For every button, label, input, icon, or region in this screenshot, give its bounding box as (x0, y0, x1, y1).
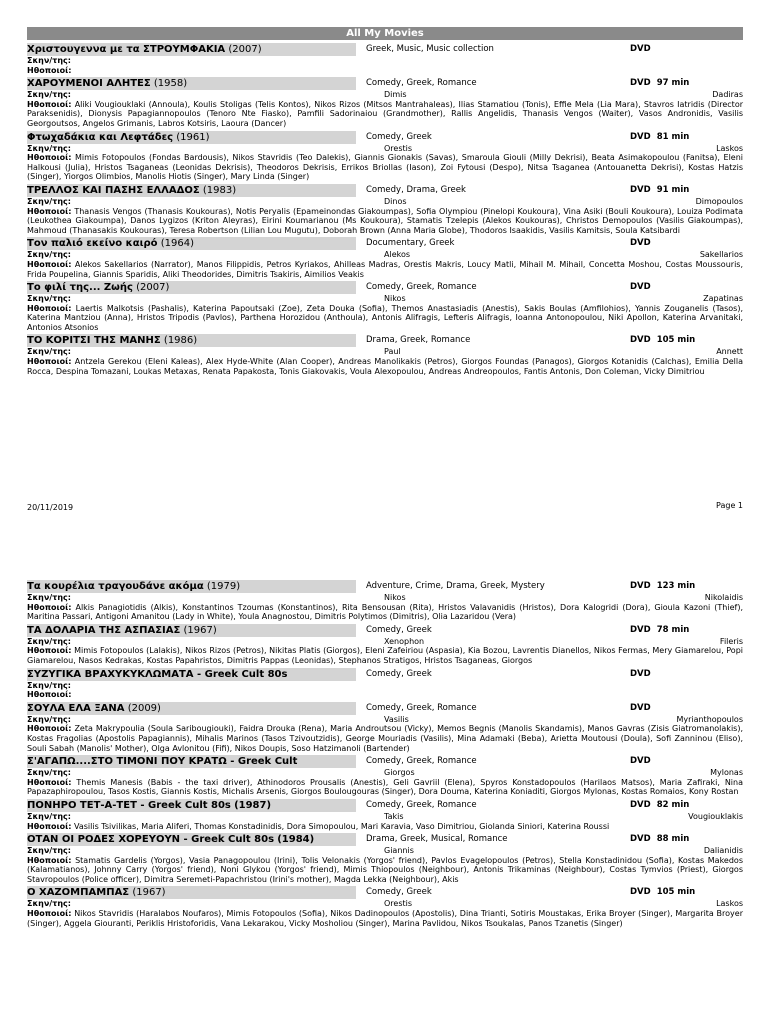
movie-genre: Comedy, Greek (366, 668, 432, 679)
movie-format: DVD (630, 756, 651, 767)
movie-title: Το φιλί της... Ζωής (27, 282, 133, 294)
movie-title-bar[interactable] (27, 334, 356, 347)
cast-line (27, 646, 743, 665)
cast-label: Ηθοποιοί: (27, 259, 72, 269)
footer-page-number: Page 1 (716, 501, 743, 510)
director-line (27, 90, 743, 100)
director-line (27, 56, 743, 66)
director-first-name: Dimis (384, 90, 407, 100)
movie-genre: Comedy, Greek, Romance (366, 702, 477, 713)
movie-title: ΤΟ ΚΟΡΙΤΣΙ ΤΗΣ ΜΑΝΗΣ (27, 335, 161, 347)
movie-genre: Comedy, Greek, Romance (366, 799, 477, 810)
movie-title: ΟΤΑΝ ΟΙ ΡΟΔΕΣ ΧΟΡΕΥΟΥΝ - Greek Cult 80s (27, 834, 275, 846)
movie-title: Ο ΧΑΖΟΜΠΑΜΠΑΣ (27, 887, 130, 899)
cast-line (27, 100, 743, 129)
movie-genre: Documentary, Greek (366, 238, 455, 249)
movie-format-runtime (630, 132, 695, 143)
movie-entry (27, 334, 743, 376)
movie-format-runtime (630, 335, 701, 346)
director-line (27, 593, 743, 603)
report-page-2 (27, 580, 743, 928)
movie-genre: Comedy, Drama, Greek (366, 184, 466, 195)
movie-title-bar[interactable] (27, 702, 356, 715)
movie-format-runtime (630, 185, 695, 196)
cast-line (27, 603, 743, 622)
director-line (27, 197, 743, 207)
movie-genre: Comedy, Greek, Romance (366, 756, 477, 767)
movie-genre: Comedy, Greek (366, 887, 432, 898)
movie-year: (1987) (234, 799, 272, 811)
cast-label: Ηθοποιοί: (27, 65, 72, 75)
movie-year: (1967) (132, 887, 166, 899)
director-last-name: Nikolaidis (704, 593, 743, 602)
movie-entry (27, 886, 743, 928)
movie-title-bar[interactable] (27, 833, 356, 846)
movie-title-bar[interactable] (27, 281, 356, 294)
cast-label: Ηθοποιοί: (27, 690, 72, 700)
movie-title: Τον παλιό εκείνο καιρό (27, 238, 158, 250)
movie-format: DVD (630, 44, 651, 54)
cast-list: Alkis Panagiotidis (Alkis), Konstantinos Tzoumas (Konstantinos), Rita Bensousan (Rita), Hristos Valavanidis (Hristos), Dora Kalogridi (Dora), Gioula Kazoni (Thief), Maritina Passari, Antigoni Amanitou (Lady in White), Youla Anagnostou, Dimitris Polytimos (Dimitris), Olia Lazaridou (Vera) (27, 602, 743, 622)
movie-format-runtime (630, 581, 701, 592)
cast-label: Ηθοποιοί: (27, 646, 72, 656)
director-label: Σκην/της: (27, 714, 71, 724)
cast-label: Ηθοποιοί: (27, 206, 72, 216)
director-last-name: Zapatinas (703, 294, 743, 304)
movie-title: ΤΑ ΔΟΛΑΡΙΑ ΤΗΣ ΑΣΠΑΣΙΑΣ (27, 624, 181, 636)
cast-list: Zeta Makrypoulia (Soula Saribougiouki), Faidra Drouka (Rena), Maria Androutsou (Vicky), Memos Begnis (Manolis Skandamis), Manos Gavras (Zisis Giatromanolakis), Kostas Fragolias (Apostolis Papagiannis), Mihalis Marinos (Tasos Tzivoutzidis), George Mouriadis (Vasilis), Mina Adamaki (Beba), Arietta Moutousi (Doula), Sofi Zanninou (Eliso), Souli Sabah (Manolis' Mother), Olga Avlonitou (Fifi), Nikos Doupis, Soso Hatzimanoli (Bartender) (27, 724, 743, 753)
movie-format-runtime (630, 703, 663, 714)
cast-line (27, 690, 743, 700)
movie-genre: Comedy, Greek, Romance (366, 78, 477, 89)
movie-year: (1979) (206, 581, 241, 592)
director-line (27, 715, 743, 725)
movie-entry (27, 799, 743, 831)
movie-list-page-1 (27, 43, 743, 376)
movie-format-runtime (630, 238, 663, 249)
director-label: Σκην/της: (27, 196, 71, 206)
movie-list-page-2 (27, 580, 743, 928)
movie-title: ΤΡΕΛΛΟΣ ΚΑΙ ΠΑΣΗΣ ΕΛΛΑΔΟΣ (27, 184, 200, 196)
movie-entry (27, 184, 743, 235)
movie-title-bar[interactable] (27, 799, 356, 812)
movie-format: DVD (630, 184, 651, 195)
cast-label: Ηθοποιοί: (27, 153, 72, 163)
movie-genre: Comedy, Greek (366, 624, 432, 635)
cast-label: Ηθοποιοί: (27, 602, 72, 612)
cast-line (27, 724, 743, 753)
movie-format: DVD (630, 702, 651, 713)
director-label: Σκην/της: (27, 846, 71, 856)
report-title-banner: All My Movies (27, 27, 743, 40)
director-label: Σκην/της: (27, 899, 71, 909)
director-label: Σκην/της: (27, 636, 71, 646)
movie-genre: Drama, Greek, Romance (366, 335, 471, 346)
cast-line (27, 66, 743, 76)
director-line (27, 812, 743, 822)
director-first-name: Nikos (384, 294, 406, 304)
director-label: Σκην/της: (27, 250, 71, 260)
movie-format-runtime (630, 78, 695, 89)
movie-year: (1964) (160, 238, 194, 250)
movie-year: (1986) (163, 335, 198, 347)
director-first-name: Dinos (384, 196, 407, 206)
director-label: Σκην/της: (27, 768, 71, 778)
cast-label: Ηθοποιοί: (27, 724, 72, 734)
movie-genre: Drama, Greek, Musical, Romance (366, 834, 508, 845)
director-last-name: Annett (716, 347, 743, 357)
movie-title: ΣΥΖΥΓΙΚΑ ΒΡΑΧΥΚΥΚΛΩΜΑΤΑ - Greek Cult 80s (27, 668, 288, 680)
movie-year: (1967) (183, 624, 217, 636)
cast-line (27, 207, 743, 236)
cast-list: Mimis Fotopoulos (Fondas Bardousis), Nikos Stavridis (Teo Dalekis), Giannis Gionakis (Savas), Smaroula Giouli (Milly Dekrisi), Beata Asimakopoulou (Fanitsa), Eleni Halkousi (Julia), Hristos Tsaganeas (Leonidas Dekrisis), Theodoros Dekrisis, Errikos Briollas (Iason), Zoi Fytousi (Despo), Nitsa Tsaganea (Antouanetta Dekrisi), Kostas Hatzis (Singer), Yiorgos Olimbios, Manolis Hiotis (Singer), Mary Linda (Singer) (27, 153, 743, 182)
movie-year: (1958) (153, 78, 188, 90)
director-line (27, 681, 743, 691)
director-last-name: Dalianidis (703, 846, 743, 856)
movie-format-runtime (630, 887, 701, 898)
director-first-name: Takis (384, 811, 404, 821)
movie-entry (27, 237, 743, 279)
director-label: Σκην/της: (27, 593, 71, 602)
director-label: Σκην/της: (27, 680, 71, 690)
cast-list: Vasilis Tsivilikas, Maria Aliferi, Thomas Konstadinidis, Dora Simopoulou, Mari Karavia, Vaso Dimitriou, Giolanda Siniori, Katerina Roussi (74, 821, 610, 831)
director-line (27, 347, 743, 357)
cast-list: Stamatis Gardelis (Yorgos), Vasia Panagopoulou (Irini), Tolis Velonakis (Yorgos' friend), Pavlos Evagelopoulos (Petros), Stella Konstadinidou (Sofia), Kostas Makedos (Kalamatianos), Johnny Carry (Yorgos' friend), Noni Glykou (Yorgos' friend), Mimis Thiopoulos (Neighbour), Antonis Trikaminas (Neighbour), Costas Tymvios (Priest), Giorgos Stavropoulos (Police officer), Dimitra Seremeti-Papachristou (Irini's mother), Magda Lekka (Neighbour), Akis (27, 855, 743, 884)
cast-label: Ηθοποιοί: (27, 777, 72, 787)
movie-format: DVD (630, 581, 651, 591)
director-last-name: Dimopoulos (695, 196, 743, 206)
movie-format: DVD (630, 799, 651, 810)
cast-list: Aliki Vougiouklaki (Annoula), Koulis Stoligas (Telis Kontos), Nikos Rizos (Mitsos Mantrahaleas), Ilias Stamatiou (Tonis), Effie Mela (Lia Mara), Stavros Iatridis (Director Paraksenidis), Dionysis Papagiannopoulos (Tenoro Nte Fiasko), Pamfili Sadorinaiou (Grandmother), Rallis Angelidis, Thanasis Vengos (Waiter), Vasos Andronidis, Vasilis Georgoutsos, Angelos Grimanis, Labros Kotsiris, Laoura (Dancer) (27, 99, 743, 128)
director-first-name: Vasilis (384, 714, 409, 724)
cast-list: Laertis Malkotsis (Pashalis), Katerina Papoutsaki (Zoe), Zeta Douka (Sofia), Themos Anastasiadis (Anestis), Sakis Boulas (Amfilohios), Yannis Zouganelis (Tasos), Katerina Mantziou (Anna), Hristos Tripodis (Pavlos), Parthena Horozidou (Anthoula), Antonis Alifragis, Lefteris Alifragis, Ioanna Antonopoulou, Niki Apollon, Katerina Arvanitaki, Antonios Atsonios (27, 303, 743, 332)
director-label: Σκην/της: (27, 811, 71, 821)
movie-format-runtime (630, 44, 663, 55)
movie-title-bar[interactable] (27, 237, 356, 250)
movie-format-runtime (630, 669, 663, 680)
cast-line (27, 357, 743, 376)
director-last-name: Myrianthopoulos (676, 714, 743, 724)
movie-entry (27, 833, 743, 884)
director-first-name: Paul (384, 347, 401, 357)
movie-format: DVD (630, 624, 651, 635)
cast-line (27, 778, 743, 797)
movie-entry (27, 77, 743, 128)
cast-list: Alekos Sakellarios (Narrator), Manos Filippidis, Petros Kyriakos, Ahilleas Madras, Orestis Makris, Loucy Matli, Mihail M. Mihail, Concetta Moshou, Costas Moussouris, Frida Poupelina, Giannis Sparidis, Aliki Theodorides, Dimitris Tsakiris, Aimilios Veakis (27, 259, 743, 279)
director-line (27, 846, 743, 856)
director-label: Σκην/της: (27, 294, 71, 304)
movie-runtime: 105 min (656, 887, 696, 898)
movie-entry (27, 281, 743, 332)
movie-title-bar[interactable] (27, 43, 356, 56)
movie-format-runtime (630, 282, 663, 293)
director-line (27, 768, 743, 778)
movie-format: DVD (630, 335, 651, 346)
director-label: Σκην/της: (27, 143, 71, 153)
director-first-name: Xenophon (384, 636, 425, 646)
movie-title: Τα κουρέλια τραγουδάνε ακόμα (27, 581, 204, 592)
movie-entry (27, 43, 743, 75)
movie-year: (2007) (228, 44, 262, 55)
movie-title-bar[interactable] (27, 580, 356, 593)
movie-genre: Comedy, Greek, Romance (366, 282, 477, 293)
movie-runtime: 81 min (656, 131, 690, 142)
cast-line (27, 856, 743, 885)
director-line (27, 144, 743, 154)
movie-format-runtime (630, 834, 695, 845)
director-first-name: Nikos (384, 593, 406, 602)
movie-title-bar[interactable] (27, 184, 356, 197)
movie-format: DVD (630, 78, 651, 89)
movie-format: DVD (630, 834, 651, 845)
director-first-name: Alekos (384, 250, 411, 260)
movie-title-bar[interactable] (27, 755, 356, 768)
cast-line (27, 909, 743, 928)
movie-title: Φτωχαδάκια και Λεφτάδες (27, 131, 174, 143)
movie-runtime: 123 min (656, 581, 696, 591)
director-label: Σκην/της: (27, 90, 71, 100)
director-line (27, 637, 743, 647)
cast-label: Ηθοποιοί: (27, 855, 72, 865)
cast-line (27, 304, 743, 333)
movie-entry (27, 668, 743, 700)
movie-format-runtime (630, 800, 695, 811)
movie-year: (2007) (136, 282, 170, 294)
movie-title-bar[interactable] (27, 131, 356, 144)
movie-year: (1983) (202, 184, 237, 196)
director-first-name: Orestis (384, 143, 413, 153)
movie-title: ΧΑΡΟΥΜΕΝΟΙ ΑΛΗΤΕΣ (27, 78, 151, 90)
movie-genre: Comedy, Greek (366, 131, 432, 142)
movie-title-bar[interactable] (27, 886, 356, 899)
director-last-name: Mylonas (710, 768, 743, 778)
director-line (27, 294, 743, 304)
movie-entry (27, 755, 743, 797)
cast-label: Ηθοποιοί: (27, 821, 72, 831)
movie-runtime: 88 min (656, 834, 690, 845)
cast-list: Nikos Stavridis (Haralabos Noufaros), Mimis Fotopoulos (Sofia), Nikos Dadinopoulos (Apostolis), Dina Trianti, Sotiris Moustakas, Erika Broyer (Singer), Margarita Broyer (Singer), Aggela Giouranti, Periklis Hristoforidis, Vana Lekarakou, Vicky Mosholiou (Singer), Marina Pavlidou, Nikos Tsoukalas, Panos Tzanetis (Singer) (27, 909, 743, 928)
director-last-name: Vougiouklakis (688, 811, 743, 821)
movie-genre: Greek, Music, Music collection (366, 44, 494, 54)
movie-title-bar[interactable] (27, 624, 356, 637)
movie-year: (1984) (277, 834, 315, 846)
director-last-name: Dadiras (712, 90, 743, 100)
cast-label: Ηθοποιοί: (27, 303, 72, 313)
director-label: Σκην/της: (27, 56, 71, 65)
director-label: Σκην/της: (27, 347, 71, 357)
director-last-name: Sakellarios (699, 250, 743, 260)
movie-runtime: 97 min (656, 78, 690, 89)
footer-date: 20/11/2019 (27, 503, 74, 512)
cast-line (27, 260, 743, 279)
director-first-name: Giorgos (384, 768, 415, 778)
director-line (27, 899, 743, 909)
movie-format: DVD (630, 282, 651, 293)
movie-format: DVD (630, 887, 651, 898)
movie-year: (2009) (127, 702, 161, 714)
cast-list: Mimis Fotopoulos (Lalakis), Nikos Rizos (Petros), Nikitas Platis (Giorgos), Eleni Zafeiriou (Aspasia), Kia Bozou, Lavrentis Dianellos, Nikos Fermas, Mery Giamarelou, Popi Giamarelou, Nasos Kedrakas, Kostas Papahristos, Dimitris Pappas (Leonidas), Stephanos Stratigos, Hristos Tsaganeas, Giorgos (27, 646, 744, 665)
director-last-name: Fileris (719, 636, 743, 646)
movie-format: DVD (630, 131, 651, 142)
movie-entry (27, 624, 743, 666)
report-page-1 (27, 27, 743, 376)
movie-genre: Adventure, Crime, Drama, Greek, Mystery (366, 581, 545, 591)
director-first-name: Orestis (384, 899, 413, 909)
cast-label: Ηθοποιοί: (27, 909, 72, 919)
cast-label: Ηθοποιοί: (27, 357, 72, 367)
director-last-name: Laskos (716, 143, 743, 153)
movie-runtime: 78 min (656, 624, 690, 635)
movie-format: DVD (630, 238, 651, 249)
movie-runtime: 105 min (656, 335, 696, 346)
movie-year: (1961) (176, 131, 210, 143)
movie-title: Σ'ΑΓΑΠΩ....ΣΤΟ ΤΙΜΟΝΙ ΠΟΥ ΚΡΑΤΩ - Greek Cult (27, 756, 298, 768)
cast-list: Themis Manesis (Babis - the taxi driver), Athinodoros Prousalis (Anestis), Geli Gavriil (Elena), Spyros Konstadopoulos (Harilaos Matsos), Maria Zafiraki, Nina Papazaphiropoulou, Tasos Kostis, Giannis Kostis, Michalis Arsenis, Giorgos Boulougouras (Singer), Dora Douma, Katerina Koniaditi, Giorgos Mylonas, Kostas Romaios, Kony Rostan (27, 777, 743, 797)
cast-line (27, 822, 743, 832)
movie-entry (27, 702, 743, 753)
director-line (27, 250, 743, 260)
movie-format-runtime (630, 625, 695, 636)
movie-title: ΠΟΝΗΡΟ ΤΕΤ-Α-ΤΕΤ - Greek Cult 80s (27, 799, 231, 811)
cast-label: Ηθοποιοί: (27, 99, 72, 109)
movie-runtime: 91 min (656, 184, 690, 195)
movie-runtime: 82 min (656, 799, 690, 810)
cast-line (27, 153, 743, 182)
movie-entry (27, 131, 743, 182)
movie-title: Χριστουγεννα με τα ΣΤΡΟΥΜΦΑΚΙΑ (27, 44, 226, 55)
director-last-name: Laskos (716, 899, 743, 909)
movie-title: ΣΟΥΛΑ ΕΛΑ ΞΑΝΑ (27, 702, 125, 714)
movie-title-bar[interactable] (27, 77, 356, 90)
cast-list: Antzela Gerekou (Eleni Kaleas), Alex Hyde-White (Alan Cooper), Andreas Manolikakis (Petros), Giorgos Foundas (Panagos), Giorgos Kotanidis (Calchas), Emilia Della Rocca, Despina Tomazani, Loukas Metaxas, Renata Papakosta, Tonis Giakovakis, Voula Alexopoulou, Andreas Andreopoulos, Fantis Antonis, Don Coleman, Vicky Dimitriou (27, 357, 744, 376)
movie-format-runtime (630, 756, 663, 767)
movie-entry (27, 580, 743, 622)
movie-title-bar[interactable] (27, 668, 356, 681)
movie-format: DVD (630, 668, 651, 679)
director-first-name: Giannis (384, 846, 414, 856)
cast-list: Thanasis Vengos (Thanasis Koukouras), Notis Peryalis (Epameinondas Giakoumpas), Sofia Olympiou (Pinelopi Koukoura), Vina Asiki (Bouli Koukoura), Louiza Podimata (Leukothea Giakoumpa), Danos Lygizos (Kriton Aleyras), Eirini Koumarianou (Ms Koukoura), Stamatis Tzelepis (Alekos Koukouras), Christos Demopoulos (Vasilis Giakoumpas), Mahmoud (Thanasakis Koukouras), Teresa Robertson (Lilian Lou Mugutu), Doborah Brown (Anna Maria Globe), Thodoros Isaakidis, Vasilis Kamitsis, Soula Katsibardi (27, 206, 743, 235)
